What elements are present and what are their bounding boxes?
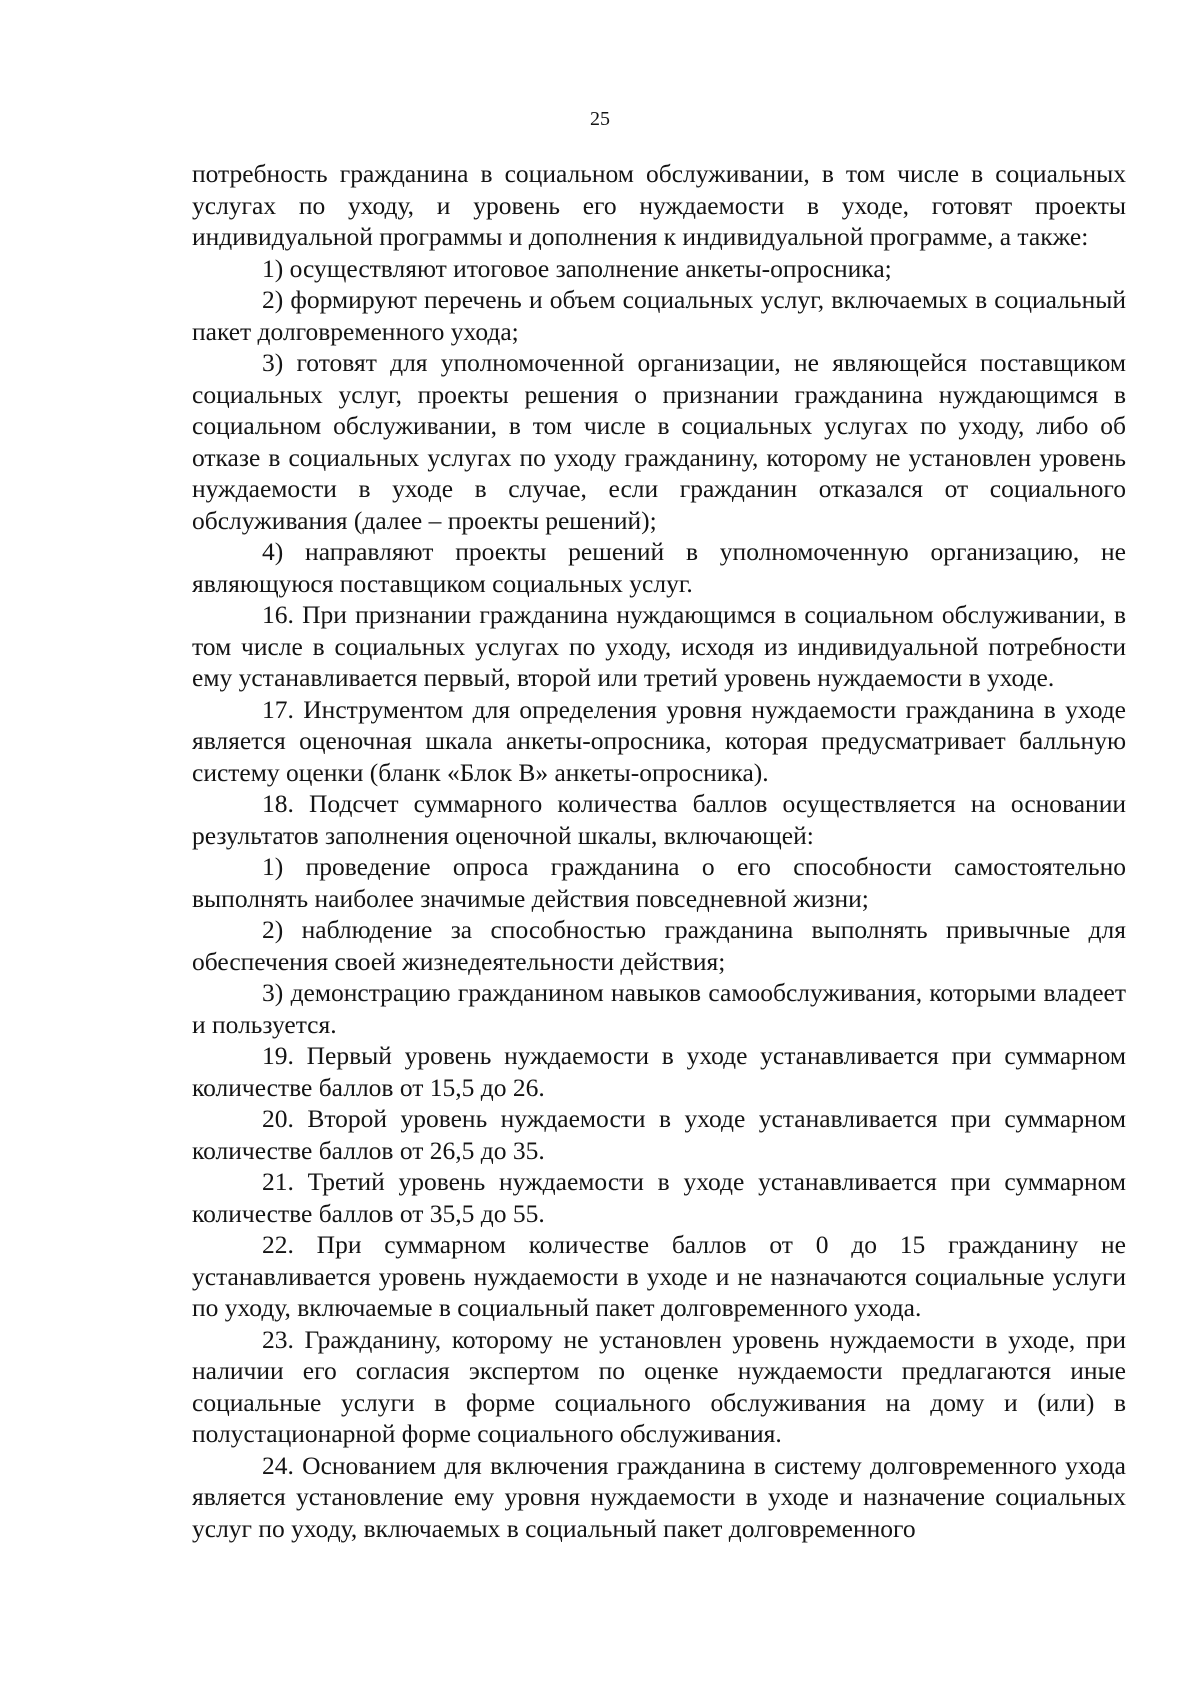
document-body — [192, 158, 1126, 1544]
paragraph: 3) готовят для уполномоченной организации, не являющейся поставщиком социальных услуг, проекты решения о признании гражданина нуждающимся в социальном обслуживании, в том числе в социальных услугах по уходу, либо об отказе в социальных услугах по уходу гражданину, которому не установлен уровень нуждаемости в уходе в случае, если гражданин отказался от социального обслуживания (далее – проекты решений); — [192, 348, 1126, 535]
paragraph: 21. Третий уровень нуждаемости в уходе устанавливается при суммарном количестве баллов от 35,5 до 55. — [192, 1167, 1126, 1228]
paragraph: 2) формируют перечень и объем социальных услуг, включаемых в социальный пакет долговременного ухода; — [192, 285, 1126, 346]
paragraph: 23. Гражданину, которому не установлен уровень нуждаемости в уходе, при наличии его согласия экспертом по оценке нуждаемости предлагаются иные социальные услуги в форме социального обслуживания на дому и (или) в полустационарной форме социального обслуживания. — [192, 1324, 1126, 1448]
paragraph: 17. Инструментом для определения уровня нуждаемости гражданина в уходе является оценочная шкала анкеты-опросника, которая предусматривает балльную систему оценки (бланк «Блок В» анкеты-опросника). — [192, 694, 1126, 787]
paragraph: 1) осуществляют итоговое заполнение анкеты-опросника; — [262, 253, 892, 283]
page-number: 25 — [590, 108, 610, 130]
paragraph: 24. Основанием для включения гражданина в систему долговременного ухода является установление ему уровня нуждаемости в уходе и назначение социальных услуг по уходу, включаемых в социальный пакет долговременного — [192, 1450, 1126, 1543]
paragraph: 3) демонстрацию гражданином навыков самообслуживания, которыми владеет и пользуется. — [192, 978, 1126, 1039]
paragraph: 16. При признании гражданина нуждающимся в социальном обслуживании, в том числе в социальных услугах по уходу, исходя из индивидуальной потребности ему устанавливается первый, второй или третий уровень нуждаемости в уходе. — [192, 600, 1126, 692]
paragraph: 18. Подсчет суммарного количества баллов осуществляется на основании результатов заполнения оценочной шкалы, включающей: — [192, 789, 1126, 850]
paragraph: 1) проведение опроса гражданина о его способности самостоятельно выполнять наиболее значимые действия повседневной жизни; — [192, 852, 1126, 913]
paragraph: потребность гражданина в социальном обслуживании, в том числе в социальных услугах по уходу, и уровень его нуждаемости в уходе, готовят проекты индивидуальной программы и дополнения к индивидуальной программе, а также: — [192, 159, 1126, 251]
paragraph: 20. Второй уровень нуждаемости в уходе устанавливается при суммарном количестве баллов от 26,5 до 35. — [192, 1104, 1126, 1165]
paragraph: 4) направляют проекты решений в уполномоченную организацию, не являющуюся поставщиком социальных услуг. — [192, 537, 1126, 598]
paragraph: 19. Первый уровень нуждаемости в уходе устанавливается при суммарном количестве баллов от 15,5 до 26. — [192, 1041, 1126, 1102]
paragraph: 2) наблюдение за способностью гражданина выполнять привычные для обеспечения своей жизнедеятельности действия; — [192, 915, 1126, 976]
paragraph: 22. При суммарном количестве баллов от 0 до 15 гражданину не устанавливается уровень нуждаемости в уходе и не назначаются социальные услуги по уходу, включаемые в социальный пакет долговременного ухода. — [192, 1230, 1126, 1322]
